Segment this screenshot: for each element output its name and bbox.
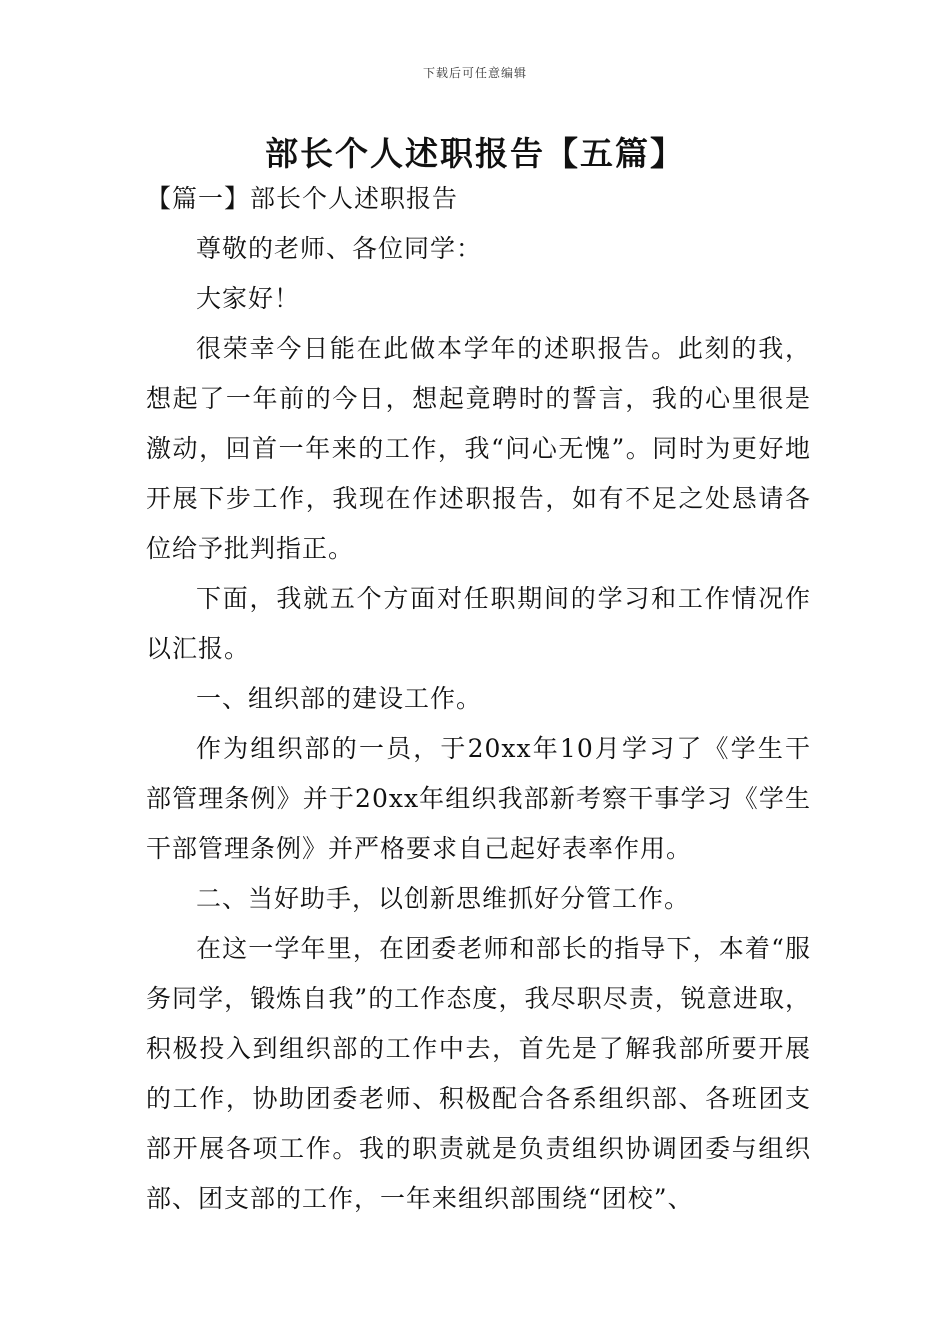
body-paragraph-one: 作为组织部的一员，于20xx年10月学习了《学生干部管理条例》并于20xx年组织我部新考察干事学习《学生干部管理条例》并严格要求自己起好表率作用。 — [146, 734, 811, 863]
subheading-one: 一、组织部的建设工作。 — [196, 684, 483, 713]
document-title: 部长个人述职报告【五篇】 — [265, 134, 685, 173]
intro-paragraph: 很荣幸今日能在此做本学年的述职报告。此刻的我，想起了一年前的今日，想起竟聘时的誓言，我的心里很是激动，回首一年来的工作，我“问心无愧”。同时为更好地开展下步工作，我现在作述职报告，如有不足之处恳请各位给予批判指正。 — [146, 334, 811, 563]
document-body — [146, 178, 811, 1224]
body-paragraph-two: 在这一学年里，在团委老师和部长的指导下，本着“服务同学，锻炼自我”的工作态度，我尽职尽责，锐意进取，积极投入到组织部的工作中去，首先是了解我部所要开展的工作，协助团委老师、积极配合各系组织部、各班团支部开展各项工作。我的职责就是负责组织协调团委与组织部、团支部的工作，一年来组织部围绕“团校”、 — [146, 934, 811, 1213]
section-heading: 【篇一】部长个人述职报告 — [146, 184, 459, 213]
greeting-paragraph: 大家好！ — [196, 284, 301, 313]
page-header-note: 下载后可任意编辑 — [422, 66, 527, 80]
overview-paragraph: 下面，我就五个方面对任职期间的学习和工作情况作以汇报。 — [146, 584, 811, 663]
subheading-two: 二、当好助手，以创新思维抓好分管工作。 — [196, 884, 691, 913]
salutation-paragraph: 尊敬的老师、各位同学： — [196, 234, 483, 263]
